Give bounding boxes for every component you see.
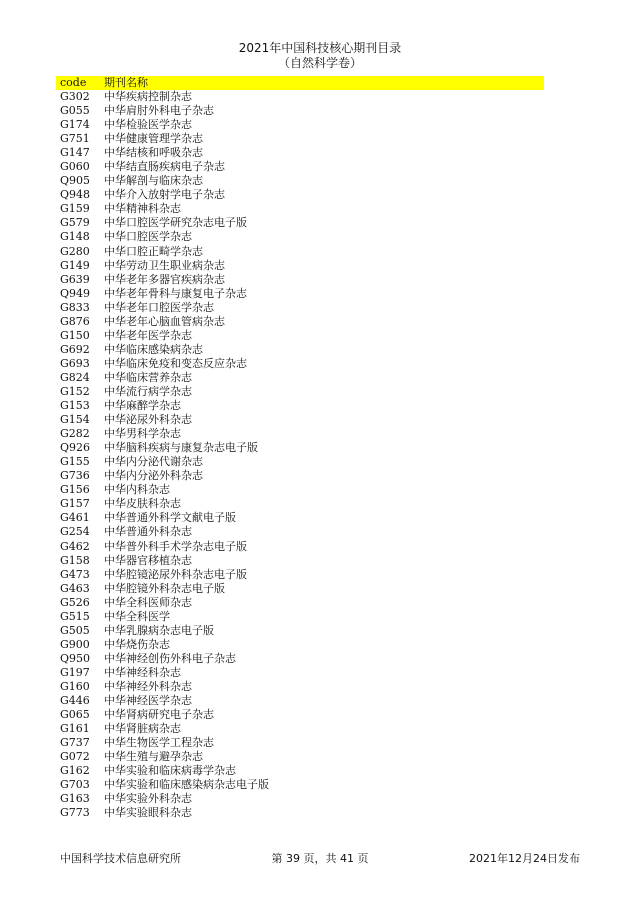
journal-code: G505 xyxy=(60,623,90,637)
journal-code: G579 xyxy=(60,216,90,230)
journal-code: G159 xyxy=(60,202,90,216)
table-row xyxy=(0,230,640,244)
journal-code: G154 xyxy=(60,413,90,427)
table-row xyxy=(0,497,640,511)
journal-code: G824 xyxy=(60,370,90,384)
table-row xyxy=(0,399,640,413)
journal-code: G155 xyxy=(60,455,90,469)
journal-code: G751 xyxy=(60,132,90,146)
journal-name: 中华普通外科学文献电子版 xyxy=(104,511,236,525)
table-row xyxy=(0,413,640,427)
table-row xyxy=(0,301,640,315)
table-row xyxy=(0,371,640,385)
table-row xyxy=(0,764,640,778)
table-row xyxy=(0,132,640,146)
table-row xyxy=(0,525,640,539)
journal-code: Q948 xyxy=(60,188,91,202)
table-row xyxy=(0,652,640,666)
name-column-header: 期刊名称 xyxy=(104,76,148,89)
table-row xyxy=(0,694,640,708)
journal-code: G158 xyxy=(60,553,90,567)
document-title: 2021年中国科技核心期刊目录 xyxy=(238,41,402,55)
journal-name: 中华麻醉学杂志 xyxy=(104,399,181,413)
journal-code: G147 xyxy=(60,146,90,160)
journal-code: G461 xyxy=(60,511,90,525)
table-row xyxy=(0,90,640,104)
journal-code: G065 xyxy=(60,708,90,722)
table-header xyxy=(56,76,544,90)
journal-name: 中华临床营养杂志 xyxy=(104,370,192,384)
table-row xyxy=(0,315,640,329)
journal-code: G174 xyxy=(60,118,90,132)
journal-name: 中华神经外科杂志 xyxy=(104,679,192,693)
journal-code: G473 xyxy=(60,567,90,581)
table-row xyxy=(0,273,640,287)
journal-code: G515 xyxy=(60,609,90,623)
table-row xyxy=(0,329,640,343)
table-row xyxy=(0,160,640,174)
journal-name: 中华精神科杂志 xyxy=(104,202,181,216)
journal-code: G833 xyxy=(60,300,90,314)
journal-name: 中华神经创伤外科电子杂志 xyxy=(104,651,236,665)
journal-name: 中华老年医学杂志 xyxy=(104,328,192,342)
table-row xyxy=(0,287,640,301)
journal-code: G876 xyxy=(60,314,90,328)
journal-name: 中华腔镜泌尿外科杂志电子版 xyxy=(104,567,247,581)
journal-name: 中华临床感染病杂志 xyxy=(104,342,203,356)
footer-date: 2021年12月24日发布 xyxy=(469,852,580,865)
journal-name: 中华普通外科杂志 xyxy=(104,525,192,539)
journal-name: 中华皮肤科杂志 xyxy=(104,497,181,511)
table-row xyxy=(0,357,640,371)
table-row xyxy=(0,146,640,160)
journal-code: Q949 xyxy=(60,286,91,300)
journal-code: G737 xyxy=(60,736,90,750)
journal-name: 中华口腔医学研究杂志电子版 xyxy=(104,216,247,230)
table-row xyxy=(0,596,640,610)
journal-code: G736 xyxy=(60,469,90,483)
table-row xyxy=(0,427,640,441)
journal-name: 中华神经科杂志 xyxy=(104,665,181,679)
journal-name: 中华实验眼科杂志 xyxy=(104,806,192,820)
footer-publisher: 中国科学技术信息研究所 xyxy=(60,852,181,865)
table-row xyxy=(0,722,640,736)
journal-name: 中华劳动卫生职业病杂志 xyxy=(104,258,225,272)
document-subtitle: （自然科学卷） xyxy=(277,56,362,70)
journal-code: G149 xyxy=(60,258,90,272)
journal-name: 中华老年口腔医学杂志 xyxy=(104,300,214,314)
table-row xyxy=(0,610,640,624)
journal-name: 中华全科医师杂志 xyxy=(104,595,192,609)
journal-name: 中华老年多器官疾病杂志 xyxy=(104,272,225,286)
table-row xyxy=(0,792,640,806)
journal-name: 中华肾脏病杂志 xyxy=(104,722,181,736)
table-row xyxy=(0,708,640,722)
journal-code: Q926 xyxy=(60,441,91,455)
journal-code: G055 xyxy=(60,104,90,118)
journal-code: G161 xyxy=(60,722,90,736)
table-row xyxy=(0,540,640,554)
table-row xyxy=(0,568,640,582)
table-row xyxy=(0,554,640,568)
journal-code: G150 xyxy=(60,328,90,342)
journal-code: Q950 xyxy=(60,651,91,665)
journal-name: 中华泌尿外科杂志 xyxy=(104,413,192,427)
table-row xyxy=(0,385,640,399)
journal-name: 中华乳腺病杂志电子版 xyxy=(104,623,214,637)
journal-code: G280 xyxy=(60,244,90,258)
table-row xyxy=(0,441,640,455)
journal-code: G692 xyxy=(60,342,90,356)
journal-code: G160 xyxy=(60,679,90,693)
journal-code: G072 xyxy=(60,750,90,764)
journal-name: 中华结核和呼吸杂志 xyxy=(104,146,203,160)
journal-name: 中华介入放射学电子杂志 xyxy=(104,188,225,202)
table-row xyxy=(0,104,640,118)
table-row xyxy=(0,188,640,202)
journal-name: 中华男科学杂志 xyxy=(104,427,181,441)
table-row xyxy=(0,118,640,132)
journal-list xyxy=(0,90,640,820)
code-column-header: code xyxy=(60,76,87,89)
journal-code: G148 xyxy=(60,230,90,244)
journal-name: 中华实验外科杂志 xyxy=(104,792,192,806)
journal-name: 中华脑科疾病与康复杂志电子版 xyxy=(104,441,258,455)
journal-code: G693 xyxy=(60,356,90,370)
journal-name: 中华疾病控制杂志 xyxy=(104,90,192,103)
journal-name: 中华口腔医学杂志 xyxy=(104,230,192,244)
footer-page-number: 第 39 页，共 41 页 xyxy=(271,852,369,865)
table-row xyxy=(0,174,640,188)
journal-name: 中华生殖与避孕杂志 xyxy=(104,750,203,764)
table-row xyxy=(0,259,640,273)
table-row xyxy=(0,666,640,680)
table-row xyxy=(0,778,640,792)
journal-code: G703 xyxy=(60,778,90,792)
table-row xyxy=(0,455,640,469)
journal-name: 中华结直肠疾病电子杂志 xyxy=(104,160,225,174)
journal-code: G526 xyxy=(60,595,90,609)
journal-code: G162 xyxy=(60,764,90,778)
journal-code: G156 xyxy=(60,483,90,497)
journal-code: Q905 xyxy=(60,174,91,188)
journal-name: 中华检验医学杂志 xyxy=(104,118,192,132)
journal-name: 中华全科医学 xyxy=(104,609,170,623)
journal-name: 中华口腔正畸学杂志 xyxy=(104,244,203,258)
journal-name: 中华肾病研究电子杂志 xyxy=(104,708,214,722)
table-row xyxy=(0,483,640,497)
journal-code: G446 xyxy=(60,694,90,708)
journal-code: G282 xyxy=(60,427,90,441)
journal-code: G153 xyxy=(60,399,90,413)
table-row xyxy=(0,806,640,820)
journal-name: 中华神经医学杂志 xyxy=(104,694,192,708)
journal-code: G462 xyxy=(60,539,90,553)
journal-code: G302 xyxy=(60,90,90,103)
journal-code: G254 xyxy=(60,525,90,539)
journal-code: G163 xyxy=(60,792,90,806)
journal-name: 中华内分泌外科杂志 xyxy=(104,469,203,483)
journal-code: G639 xyxy=(60,272,90,286)
journal-code: G060 xyxy=(60,160,90,174)
table-row xyxy=(0,202,640,216)
journal-name: 中华烧伤杂志 xyxy=(104,637,170,651)
journal-name: 中华解剖与临床杂志 xyxy=(104,174,203,188)
journal-name: 中华老年心脑血管病杂志 xyxy=(104,314,225,328)
journal-code: G157 xyxy=(60,497,90,511)
table-row xyxy=(0,750,640,764)
table-row xyxy=(0,511,640,525)
journal-name: 中华健康管理学杂志 xyxy=(104,132,203,146)
journal-code: G152 xyxy=(60,384,90,398)
table-row xyxy=(0,736,640,750)
journal-code: G197 xyxy=(60,665,90,679)
table-row xyxy=(0,469,640,483)
journal-name: 中华肩肘外科电子杂志 xyxy=(104,104,214,118)
journal-name: 中华腔镜外科杂志电子版 xyxy=(104,581,225,595)
journal-name: 中华普外科手术学杂志电子版 xyxy=(104,539,247,553)
journal-name: 中华内分泌代谢杂志 xyxy=(104,455,203,469)
table-row xyxy=(0,582,640,596)
table-row xyxy=(0,680,640,694)
journal-name: 中华流行病学杂志 xyxy=(104,384,192,398)
journal-code: G900 xyxy=(60,637,90,651)
journal-code: G463 xyxy=(60,581,90,595)
journal-name: 中华器官移植杂志 xyxy=(104,553,192,567)
table-row xyxy=(0,216,640,230)
journal-name: 中华老年骨科与康复电子杂志 xyxy=(104,286,247,300)
journal-name: 中华实验和临床病毒学杂志 xyxy=(104,764,236,778)
journal-name: 中华生物医学工程杂志 xyxy=(104,736,214,750)
table-row xyxy=(0,638,640,652)
journal-name: 中华临床免疫和变态反应杂志 xyxy=(104,356,247,370)
journal-code: G773 xyxy=(60,806,90,820)
table-row xyxy=(0,624,640,638)
journal-name: 中华实验和临床感染病杂志电子版 xyxy=(104,778,269,792)
table-row xyxy=(0,245,640,259)
table-row xyxy=(0,343,640,357)
journal-name: 中华内科杂志 xyxy=(104,483,170,497)
